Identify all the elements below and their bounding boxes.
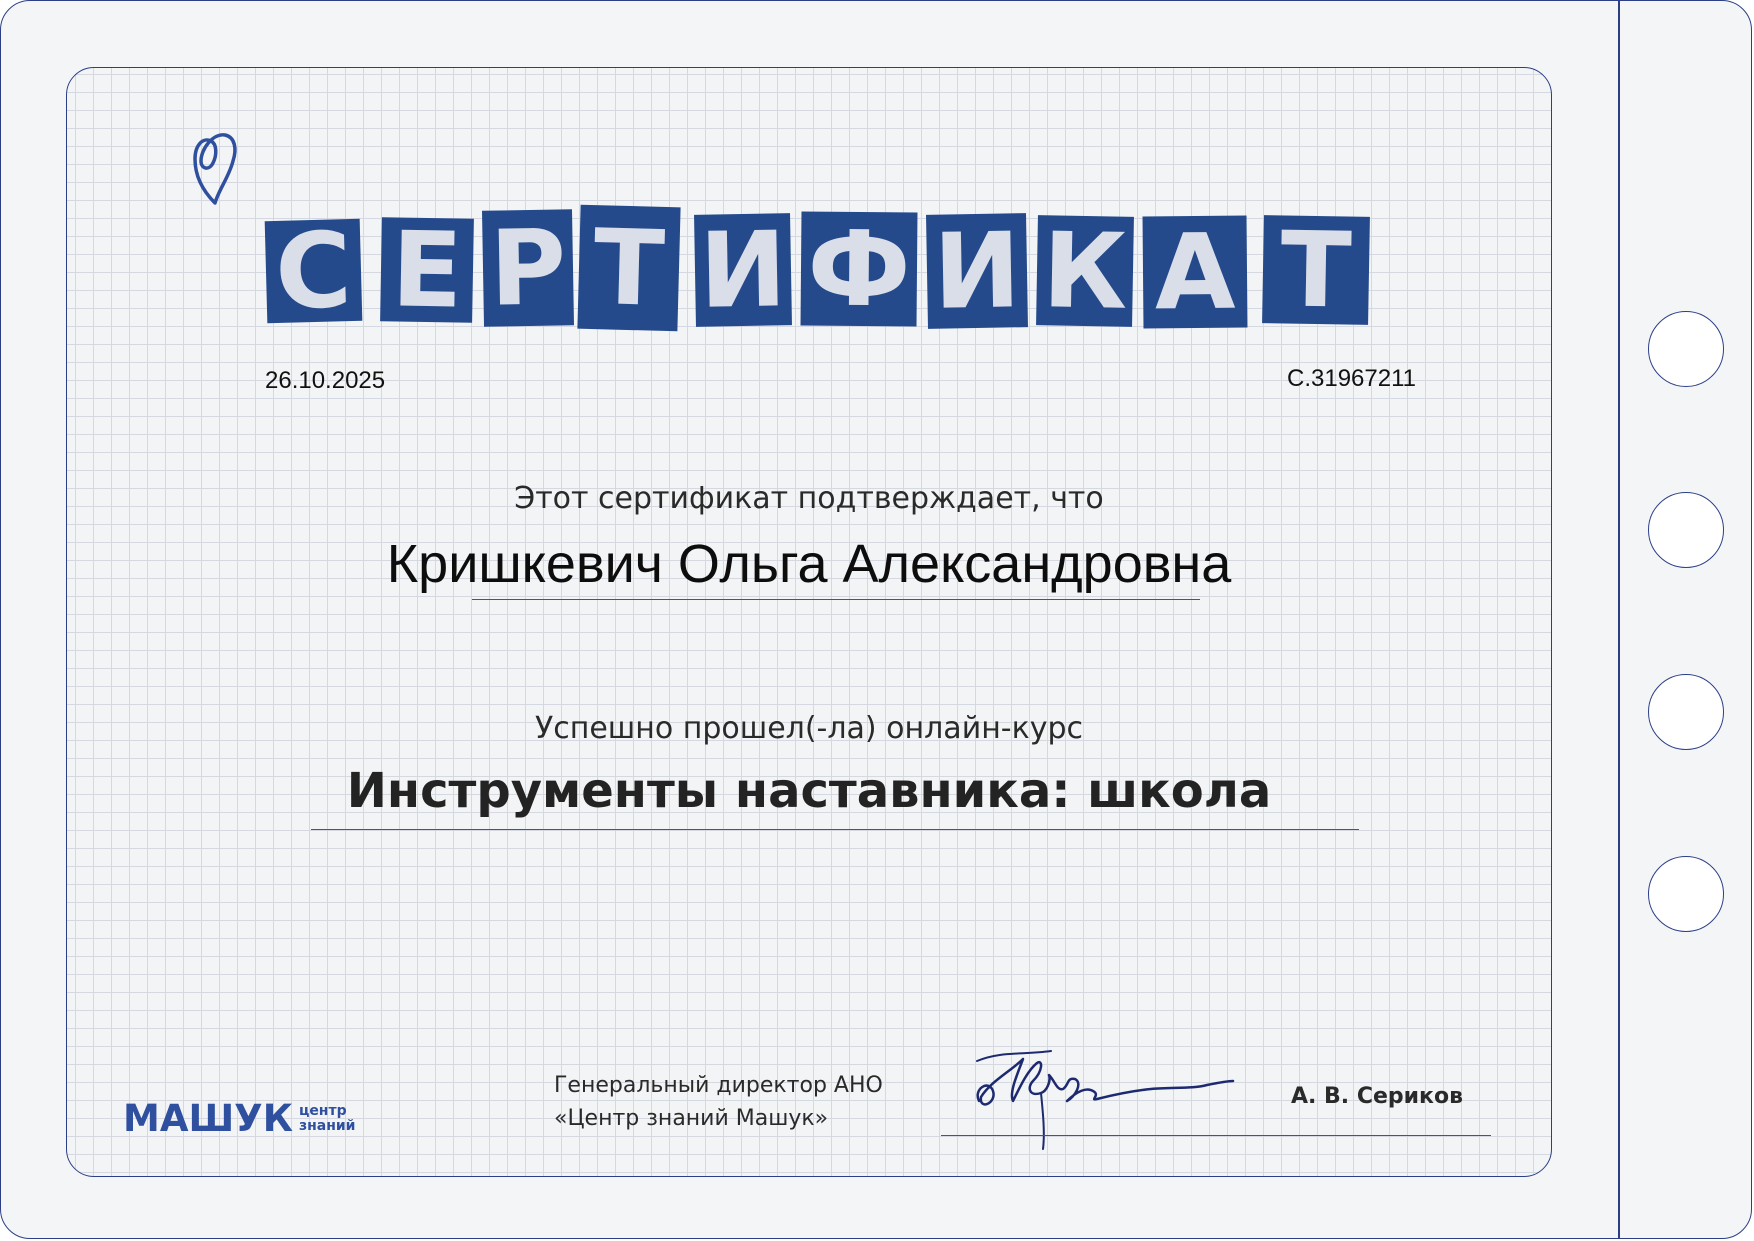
title-letter-tile [1262, 208, 1370, 332]
title-letter: И [698, 208, 788, 332]
course-name: Инструменты наставника: школа [346, 763, 1272, 819]
organization-logo [123, 1097, 389, 1140]
title-letter-tile [577, 205, 680, 332]
course-underline [311, 829, 1359, 830]
recipient-name: Кришкевич Ольга Александровна [386, 534, 1232, 594]
signer-name: А. В. Сериков [1291, 1084, 1464, 1109]
logo-subtitle: центр знаний [298, 1102, 356, 1134]
position-line: Генеральный директор АНО [554, 1073, 883, 1098]
binder-divider [1618, 1, 1620, 1239]
title-letter: Ф [806, 207, 912, 331]
heart-icon [189, 125, 241, 209]
binder-hole [1648, 311, 1724, 387]
title-letter-tile [380, 208, 474, 332]
binder-hole [1648, 674, 1724, 750]
title-letter: К [1041, 209, 1129, 333]
signature-line [941, 1135, 1491, 1136]
certificate-date: 26.10.2025 [265, 367, 386, 394]
logo-wordmark: МАШУК [123, 1097, 293, 1140]
certificate-number: С.31967211 [1287, 365, 1416, 392]
title-letter: И [932, 209, 1022, 333]
title-letter: С [273, 209, 354, 333]
title-letter-tile [1036, 209, 1134, 333]
binder-hole [1648, 856, 1724, 932]
intro-text: Этот сертификат подтверждает, что [514, 481, 1104, 516]
title-letter-tile [482, 206, 574, 330]
title-letter: Р [488, 206, 568, 330]
title-letter: Т [591, 206, 667, 330]
title-letter-tile [694, 208, 792, 332]
binder-hole [1648, 492, 1724, 568]
position-line: «Центр знаний Машук» [554, 1106, 829, 1131]
name-underline [472, 599, 1200, 600]
title-letter: А [1154, 210, 1236, 334]
title-letter: Е [390, 208, 464, 332]
signer-position [554, 1069, 883, 1135]
title-letter-tile [801, 207, 918, 331]
signature-icon [971, 1041, 1271, 1153]
title-letter-tile [1143, 210, 1248, 334]
title-letter-tile [926, 209, 1028, 333]
title-letter-tile [265, 209, 363, 333]
title-letter: Т [1279, 208, 1353, 332]
certificate-title [263, 206, 1413, 334]
completed-text: Успешно прошел(-ла) онлайн-курс [534, 711, 1084, 746]
